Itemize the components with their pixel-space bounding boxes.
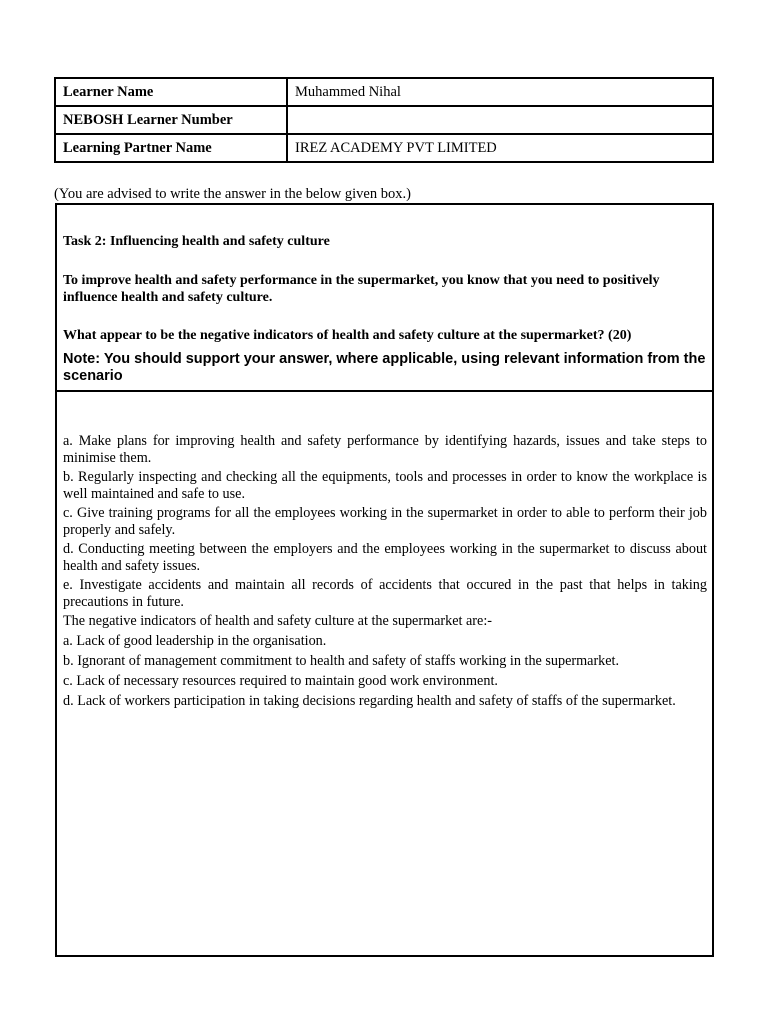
answer-section xyxy=(63,433,707,712)
learner-name-label: Learner Name xyxy=(55,78,287,106)
learner-number-label: NEBOSH Learner Number xyxy=(55,106,287,134)
answer-paragraph: d. Lack of workers participation in taking decisions regarding health and safety of staffs of the supermarket. xyxy=(63,693,676,709)
answer-paragraph: c. Lack of necessary resources required to maintain good work environment. xyxy=(63,673,498,689)
table-row xyxy=(55,134,713,162)
answer-paragraph: d. Conducting meeting between the employers and the employees working in the supermarket to discuss about health and safety issues. xyxy=(63,541,707,574)
answer-paragraph: The negative indicators of health and safety culture at the supermarket are:- xyxy=(63,613,492,629)
task-intro: To improve health and safety performance in the supermarket, you know that you need to positively influence health and safety culture. xyxy=(63,273,660,305)
learning-partner-value: IREZ ACADEMY PVT LIMITED xyxy=(287,134,713,162)
task-note: Note: You should support your answer, where applicable, using relevant information from the scenario xyxy=(63,351,706,384)
task-box xyxy=(55,203,714,957)
task-question: What appear to be the negative indicators of health and safety culture at the supermarket? (20) xyxy=(63,328,632,343)
answer-paragraph: b. Ignorant of management commitment to health and safety of staffs working in the supermarket. xyxy=(63,653,620,669)
learner-info-table xyxy=(54,77,714,163)
learning-partner-label: Learning Partner Name xyxy=(55,134,287,162)
answer-paragraph: b. Regularly inspecting and checking all the equipments, tools and processes in order to know the workplace is well maintained and safe to use. xyxy=(63,469,707,502)
answer-paragraph: a. Make plans for improving health and safety performance by identifying hazards, issues and take steps to minimise them. xyxy=(63,433,707,466)
table-row xyxy=(55,78,713,106)
table-row xyxy=(55,106,713,134)
learner-number-value xyxy=(287,106,713,134)
answer-paragraph: e. Investigate accidents and maintain all records of accidents that occured in the past that helps in taking precautions in future. xyxy=(63,577,707,610)
learner-name-value: Muhammed Nihal xyxy=(287,78,713,106)
advice-note: (You are advised to write the answer in the below given box.) xyxy=(54,186,411,202)
task-title: Task 2: Influencing health and safety culture xyxy=(63,234,330,249)
answer-paragraph: c. Give training programs for all the employees working in the supermarket in order to able to perform their job properly and safely. xyxy=(63,505,707,538)
question-section xyxy=(57,205,712,392)
answer-paragraph: a. Lack of good leadership in the organisation. xyxy=(63,633,327,649)
